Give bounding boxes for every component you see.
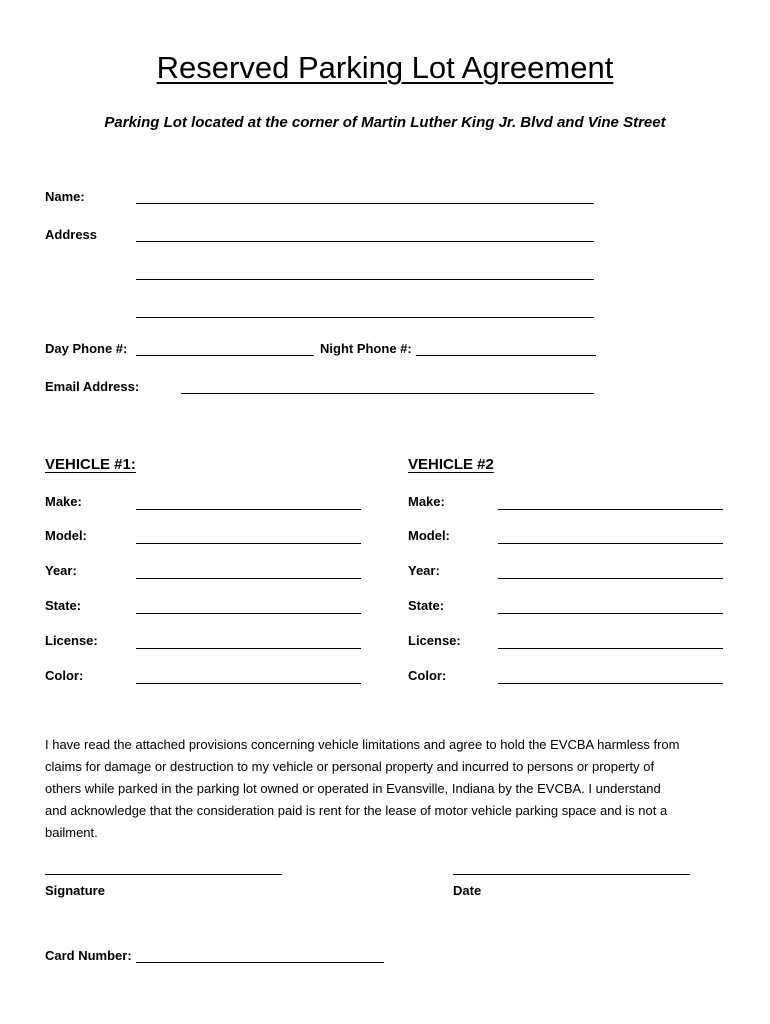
vehicle-2-make-label: Make: [408,494,445,509]
vehicle-1-state-label: State: [45,598,82,613]
vehicle-1-state-field[interactable] [136,613,361,614]
vehicle-1-year-field[interactable] [136,578,361,579]
card-number-label: Card Number: [45,948,132,963]
vehicle-1-heading: VEHICLE #1: [45,456,136,473]
address-field-line-2[interactable] [136,279,594,280]
vehicle-2-model-field[interactable] [498,543,723,544]
vehicle-2-state-label: State: [408,598,445,613]
vehicle-2-make-field[interactable] [498,509,723,510]
name-field[interactable] [136,203,594,204]
signature-field[interactable] [45,874,282,875]
vehicle-1-make-label: Make: [45,494,82,509]
signature-label: Signature [45,883,105,898]
date-field[interactable] [453,874,690,875]
vehicle-2-state-field[interactable] [498,613,723,614]
day-phone-field[interactable] [136,355,314,356]
night-phone-field[interactable] [416,355,596,356]
vehicle-2-color-field[interactable] [498,683,723,684]
vehicle-2-year-field[interactable] [498,578,723,579]
agreement-line: I have read the attached provisions concerning vehicle limitations and agree to hold the EVCBA harmless from [45,737,680,752]
vehicle-1-license-field[interactable] [136,648,361,649]
vehicle-1-make-field[interactable] [136,509,361,510]
vehicle-2-color-label: Color: [408,668,447,683]
address-field-line-1[interactable] [136,241,594,242]
vehicle-2-license-field[interactable] [498,648,723,649]
vehicle-1-year-label: Year: [45,563,77,578]
date-label: Date [453,883,482,898]
card-number-field[interactable] [136,962,384,963]
email-field[interactable] [181,393,594,394]
vehicle-1-model-label: Model: [45,528,87,543]
address-label: Address [45,227,98,242]
agreement-line: others while parked in the parking lot owned or operated in Evansville, Indiana by the EVCBA. I understand [45,781,661,796]
vehicle-2-year-label: Year: [408,563,440,578]
vehicle-2-heading: VEHICLE #2 [408,456,494,473]
agreement-line: and acknowledge that the consideration paid is rent for the lease of motor vehicle parking space and is not a [45,803,668,818]
agreement-paragraph [45,734,735,844]
name-label: Name: [45,189,85,204]
page-subtitle: Parking Lot located at the corner of Martin Luther King Jr. Blvd and Vine Street [104,114,666,131]
vehicle-1-color-field[interactable] [136,683,361,684]
address-field-line-3[interactable] [136,317,594,318]
vehicle-2-model-label: Model: [408,528,450,543]
agreement-line: claims for damage or destruction to my vehicle or personal property and incurred to persons or property of [45,759,655,774]
email-label: Email Address: [45,379,140,394]
vehicle-1-model-field[interactable] [136,543,361,544]
page-title: Reserved Parking Lot Agreement [156,50,614,85]
vehicle-1-color-label: Color: [45,668,84,683]
night-phone-label: Night Phone #: [320,341,412,356]
vehicle-1-license-label: License: [45,633,98,648]
vehicle-2-license-label: License: [408,633,461,648]
agreement-line: bailment. [45,825,98,840]
day-phone-label: Day Phone #: [45,341,128,356]
